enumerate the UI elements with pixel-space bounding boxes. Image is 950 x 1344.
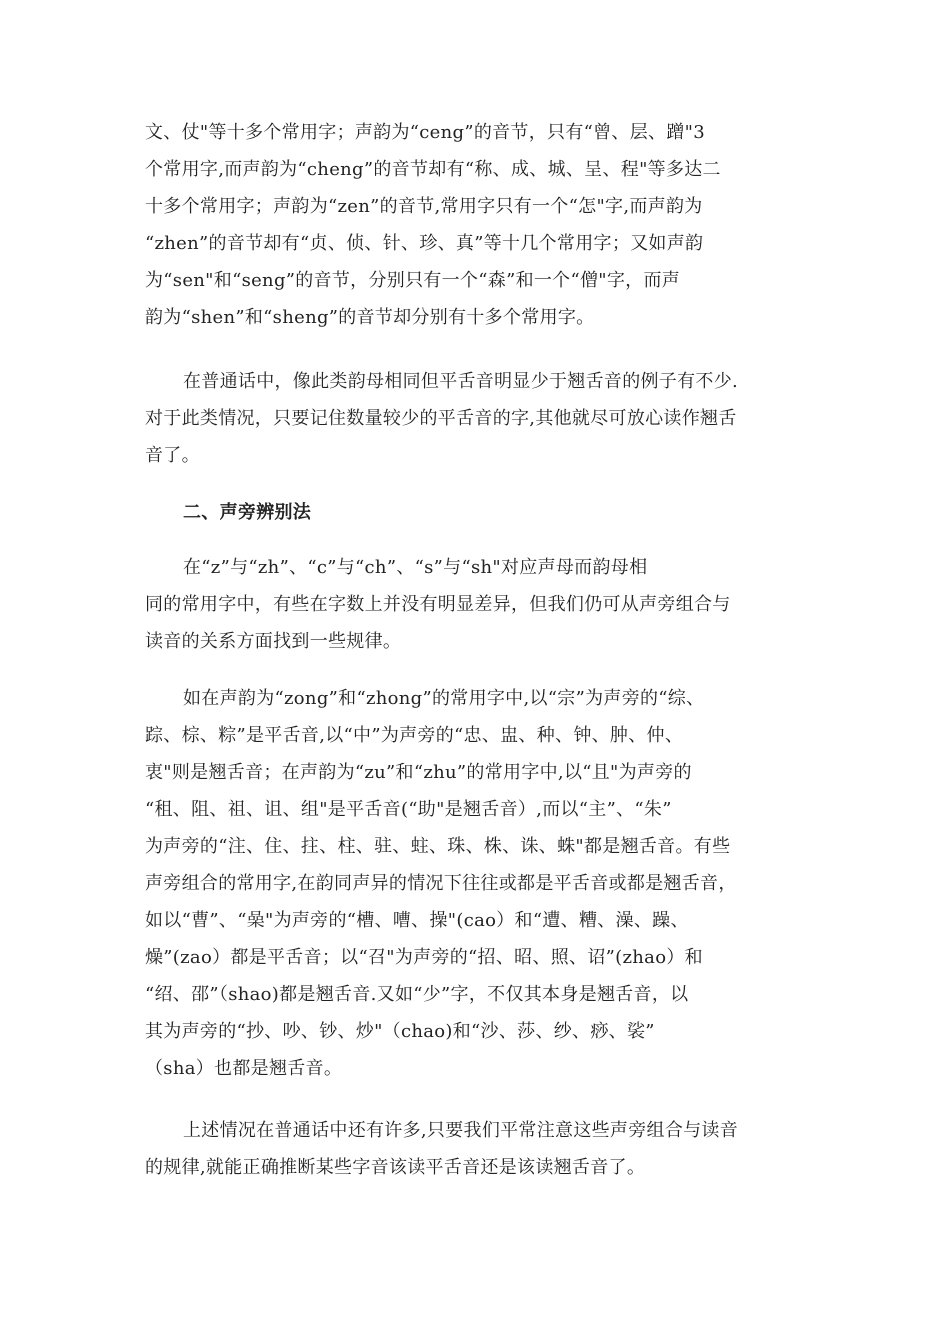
- text-line: 燥”(zao）都是平舌音；以“召"为声旁的“招、昭、照、诏”(zhao）和: [145, 947, 703, 968]
- text-line: 如以“曹”、“喿"为声旁的“槽、嘈、操"(cao）和“遭、糟、澡、躁、: [145, 910, 689, 931]
- text-line: “租、阻、祖、诅、组"是平舌音(“助"是翘舌音）,而以“主”、“朱”: [145, 799, 672, 820]
- text-line: 个常用字,而声韵为“cheng”的音节却有“称、成、城、呈、程"等多达二: [145, 159, 721, 180]
- text-line: 为声旁的“注、住、拄、柱、驻、蛀、珠、株、诛、蛛"都是翘舌音。有些: [145, 836, 731, 857]
- text-line: 十多个常用字；声韵为“zen”的音节,常用字只有一个“怎"字,而声韵为: [145, 196, 703, 217]
- text-line: 文、仗"等十多个常用字；声韵为“ceng”的音节，只有“曾、层、蹭"3: [145, 122, 705, 143]
- text-line: 为“sen"和“seng”的音节，分别只有一个“森”和一个“僧"字，而声: [145, 270, 681, 291]
- text-line: 其为声旁的“抄、吵、钞、炒"（chao)和“沙、莎、纱、痧、裟”: [145, 1021, 655, 1042]
- text-line: 在普通话中，像此类韵母相同但平舌音明显少于翘舌音的例子有不少.: [183, 371, 739, 392]
- text-line: 衷"则是翘舌音；在声韵为“zu”和“zhu”的常用字中,以“且"为声旁的: [145, 762, 692, 783]
- text-line: 如在声韵为“zong”和“zhong”的常用字中,以“宗”为声旁的“综、: [183, 688, 705, 709]
- paragraph-ping-qiao-examples: [145, 114, 810, 336]
- text-line: 声旁组合的常用字,在韵同声异的情况下往往或都是平舌音或都是翘舌音，: [145, 873, 737, 894]
- text-line: “绍、邵”（shao)都是翘舌音.又如“少”字，不仅其本身是翘舌音，以: [145, 984, 689, 1005]
- section-title: 二、声旁辨别法: [183, 502, 312, 523]
- paragraph-conclusion: [145, 1112, 810, 1186]
- section-heading: [145, 494, 810, 531]
- text-line: 读音的关系方面找到一些规律。: [145, 631, 402, 652]
- text-line: 同的常用字中，有些在字数上并没有明显差异，但我们仍可从声旁组合与: [145, 594, 731, 615]
- text-line: 对于此类情况，只要记住数量较少的平舌音的字,其他就尽可放心读作翘舌: [145, 408, 737, 429]
- text-line: 在“z”与“zh”、“c”与“ch”、“s”与“sh"对应声母而韵母相: [183, 557, 648, 578]
- paragraph-intro-shengpang: [145, 549, 810, 660]
- paragraph-summary-rule: [145, 363, 810, 474]
- text-line: （sha）也都是翘舌音。: [145, 1058, 343, 1079]
- text-line: 韵为“shen”和“sheng”的音节却分别有十多个常用字。: [145, 307, 595, 328]
- text-line: 的规律,就能正确推断某些字音该读平舌音还是该读翘舌音了。: [145, 1157, 646, 1178]
- text-line: 踪、棕、粽”是平舌音,以“中”为声旁的“忠、盅、种、钟、肿、仲、: [145, 725, 684, 746]
- paragraph-shengpang-examples: [145, 680, 810, 1087]
- text-line: 音了。: [145, 445, 200, 466]
- text-line: “zhen”的音节却有“贞、侦、针、珍、真”等十几个常用字；又如声韵: [145, 233, 704, 254]
- text-line: 上述情况在普通话中还有许多,只要我们平常注意这些声旁组合与读音: [183, 1120, 739, 1141]
